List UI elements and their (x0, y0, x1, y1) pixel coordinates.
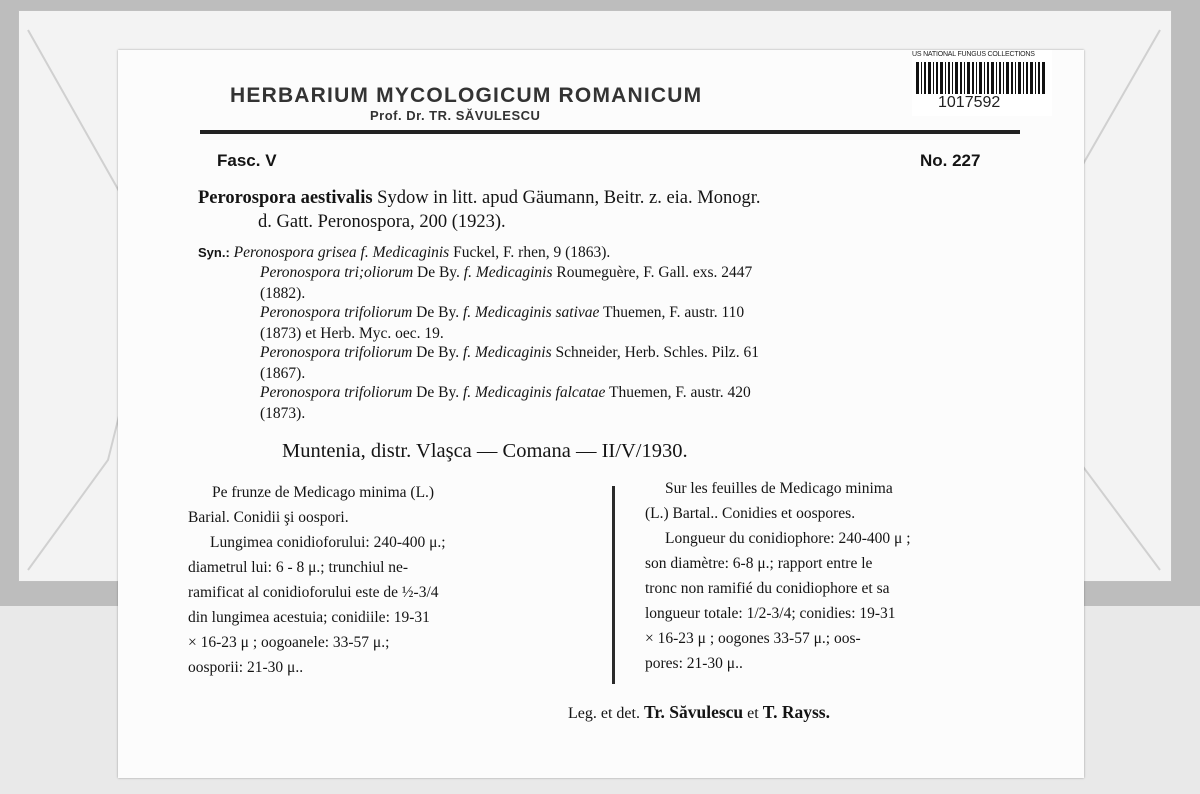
synonym-2-author: De By. (413, 264, 464, 281)
left-col-line: din lungimea acestuia; conidiile: 19-31 (188, 609, 430, 626)
locality: Muntenia, distr. Vlaşca — Comana — II/V/1930. (282, 440, 688, 462)
species-citation-1: Sydow in litt. apud Gäumann, Beitr. z. eia. Monogr. (372, 188, 761, 208)
barcode-number: 1017592 (938, 94, 1001, 111)
herbarium-subtitle: Prof. Dr. TR. SĂVULESCU (370, 108, 541, 123)
right-col-line: Sur les feuilles de Medicago minima (665, 480, 893, 497)
column-divider (612, 486, 615, 684)
synonym-4-name: Peronospora trifoliorum (260, 344, 413, 361)
left-col-line: × 16-23 μ ; oogoanele: 33-57 μ.; (188, 634, 390, 651)
synonym-3-name: Peronospora trifoliorum (260, 304, 413, 321)
left-col-line: Lungimea conidioforului: 240-400 μ.; (210, 534, 446, 551)
synonym-3-form: f. Medicaginis sativae (462, 304, 600, 321)
synonym-2-citation: Roumeguère, F. Gall. exs. 2447 (552, 264, 753, 281)
synonym-1 (198, 244, 610, 262)
synonym-5-form: f. Medicaginis falcatae (462, 384, 606, 401)
left-col-line: diametrul lui: 6 - 8 μ.; trunchiul ne- (188, 559, 409, 576)
species-name: Perorospora aestivalis (198, 188, 373, 208)
right-col-line: longueur totale: 1/2-3/4; conidies: 19-31 (645, 605, 896, 622)
fascicle: Fasc. V (217, 151, 277, 170)
synonym-1-citation: Fuckel, F. rhen, 9 (1863). (449, 244, 611, 261)
collector-line (568, 702, 830, 723)
synonym-4-form: f. Medicaginis (462, 344, 552, 361)
left-col-line: oosporii: 21-30 μ.. (188, 659, 304, 676)
left-col-line: Barial. Conidii şi oospori. (188, 509, 349, 526)
right-col-line: tronc non ramifié du conidiophore et sa (645, 580, 890, 597)
header-rule (200, 130, 1020, 134)
synonym-4-year: (1867). (260, 365, 306, 382)
barcode-collection-label: US NATIONAL FUNGUS COLLECTIONS (912, 51, 1035, 58)
left-col-line: ramificat al conidioforului este de ½-3/4 (188, 584, 439, 601)
collector-prefix: Leg. et det. (568, 705, 644, 722)
right-col-line: pores: 21-30 μ.. (645, 655, 743, 672)
collector-name-2: T. Rayss. (762, 702, 830, 722)
right-col-line: son diamètre: 6-8 μ.; rapport entre le (645, 555, 873, 572)
synonym-5-author: De By. (412, 384, 463, 401)
synonyms-label: Syn.: (198, 245, 230, 260)
left-col-line: Pe frunze de Medicago minima (L.) (212, 484, 435, 501)
species-citation-2: d. Gatt. Peronospora, 200 (1923). (258, 212, 506, 232)
synonym-2-year: (1882). (260, 285, 306, 302)
collector-name-1: Tr. Săvulescu (643, 702, 744, 722)
synonym-2-name: Peronospora tri;oliorum (260, 264, 414, 281)
herbarium-title: HERBARIUM MYCOLOGICUM ROMANICUM (230, 84, 703, 107)
synonym-4-author: De By. (412, 344, 463, 361)
collector-conjunction: et (743, 705, 763, 722)
right-col-line: × 16-23 μ ; oogones 33-57 μ.; oos- (645, 630, 861, 647)
synonym-4-citation: Schneider, Herb. Schles. Pilz. 61 (551, 344, 759, 361)
synonym-4 (260, 344, 759, 362)
synonym-2-form: f. Medicaginis (463, 264, 553, 281)
specimen-number: No. 227 (920, 151, 981, 170)
barcode-icon (914, 62, 1048, 94)
synonym-3-author: De By. (412, 304, 463, 321)
synonym-3-citation: Thuemen, F. austr. 110 (599, 304, 745, 321)
synonym-2 (260, 264, 752, 282)
species-line-1 (198, 188, 760, 209)
synonym-5-citation: Thuemen, F. austr. 420 (605, 384, 751, 401)
right-col-line: (L.) Bartal.. Conidies et oospores. (645, 505, 856, 522)
synonym-5 (260, 384, 751, 402)
synonym-5-year: (1873). (260, 405, 306, 422)
right-col-line: Longueur du conidiophore: 240-400 μ ; (665, 530, 911, 547)
synonym-3 (260, 304, 744, 322)
synonym-5-name: Peronospora trifoliorum (260, 384, 413, 401)
synonym-3-year: (1873) et Herb. Myc. oec. 19. (260, 325, 444, 342)
synonym-1-name: Peronospora grisea f. Medicaginis (233, 244, 450, 261)
